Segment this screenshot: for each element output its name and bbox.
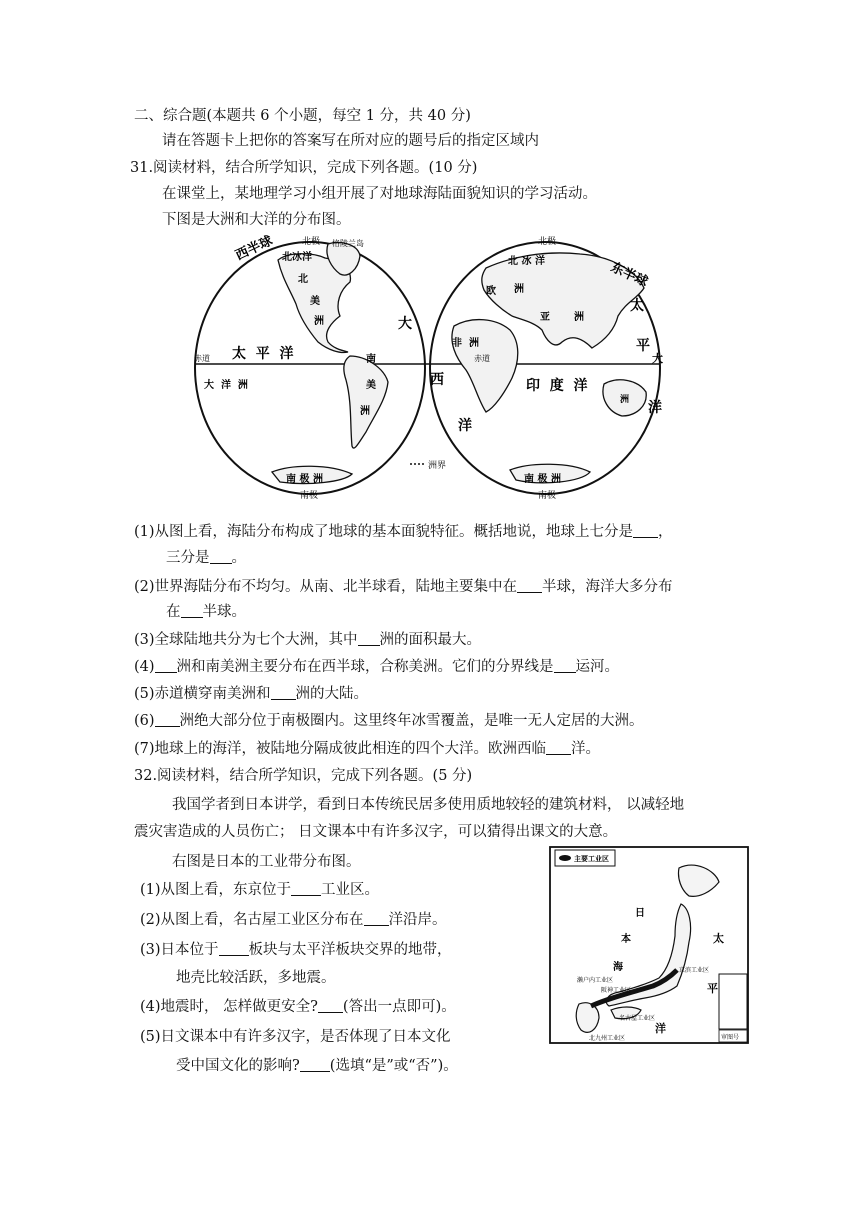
label-south-pole-east: 南极 (538, 491, 557, 501)
label-arctic-ocean-east: 北 冰 洋 (508, 256, 545, 267)
label-south-america-mei: 美 (366, 380, 376, 391)
label-atlantic-yang: 洋 (458, 418, 472, 434)
q32-item-5-cont: 受中国文化的影响? (选填“是”或“否”)。 (176, 1058, 458, 1074)
q31-item-2: (2)世界海陆分布不均匀。从南、北半球看，陆地主要集中在 半球，海洋大多分布 (134, 579, 673, 595)
legend-industry-swatch (559, 855, 571, 861)
section-heading: 二、综合题(本题共 6 个小题，每空 1 分，共 40 分) (134, 108, 471, 124)
answer-blank-2-1[interactable] (517, 578, 542, 593)
label-east-pacific-tai: 太 (630, 298, 644, 314)
answer-blank-4-2[interactable] (554, 658, 576, 673)
label-north-pole-west: 北极 (302, 237, 321, 247)
label-ping: 平 (707, 982, 718, 995)
label-asia-zhou: 洲 (574, 312, 584, 323)
label-europe-zhou: 洲 (514, 284, 524, 295)
q31-item-1-cont: 三分是 。 (166, 550, 246, 566)
q31-item-4: (4) 洲和南美洲主要分布在西半球，合称美洲。它们的分界线是 运河。 (134, 659, 620, 675)
label-antarctica-east: 南 极 洲 (524, 474, 561, 485)
label-ben: 本 (621, 934, 631, 945)
label-oceania-west: 大 洋 洲 (204, 380, 248, 391)
answer-blank-32-4[interactable] (318, 998, 343, 1013)
label-keihin: 京滨工业区 (679, 967, 710, 974)
label-kitakyushu: 北九州工业区 (589, 1035, 626, 1042)
q31-item-2-cont: 在 半球。 (166, 604, 246, 620)
label-equator-east: 赤道 (474, 354, 490, 363)
q31-item-5: (5)赤道横穿南美洲和 洲的大陆。 (134, 686, 369, 702)
label-tai: 太 (713, 932, 724, 945)
label-hanshin: 阪神工业区 (601, 987, 632, 994)
label-east-pacific-da: 大 (652, 352, 663, 365)
q32-item-3: (3)日本位于 板块与太平洋板块交界的地带， (140, 942, 452, 958)
q32-intro: 右图是日本的工业带分布图。 (172, 854, 361, 870)
label-oceania-zhou: 洲 (620, 395, 630, 405)
q31-item-1: (1)从图上看，海陆分布构成了地球的基本面貌特征。概括地说，地球上七分是 ， (134, 524, 673, 540)
label-north-america-bei: 北 (298, 274, 308, 285)
answer-blank-4-1[interactable] (155, 658, 177, 673)
q32-para-1: 我国学者到日本讲学，看到日本传统民居多使用质地较轻的建筑材料， 以减轻地 (172, 797, 685, 813)
kyushu-shape (576, 1003, 599, 1033)
q31-title: 31.阅读材料，结合所学知识，完成下列各题。(10 分) (130, 160, 478, 176)
label-nagoya: 名古屋工业区 (619, 1015, 656, 1022)
label-legend-boundary: 洲界 (428, 461, 447, 471)
label-europe-ou: 欧 (486, 286, 496, 297)
q32-item-5: (5)日文课本中有许多汉字，是否体现了日本文化 (140, 1029, 451, 1045)
q31-item-3: (3)全球陆地共分为七个大洲，其中 洲的面积最大。 (134, 632, 482, 648)
label-antarctica-west: 南 极 洲 (286, 474, 323, 485)
answer-blank-1-1[interactable] (633, 523, 658, 538)
label-west-hemisphere: 西半球 (233, 233, 276, 264)
label-east-hemisphere: 东半球 (608, 260, 651, 291)
africa-shape (452, 320, 518, 412)
world-map (190, 230, 670, 505)
q31-intro-1: 在课堂上，某地理学习小组开展了对地球海陆面貌知识的学习活动。 (162, 186, 597, 202)
q31-item-7: (7)地球上的海洋，被陆地分隔成彼此相连的四个大洋。欧洲西临 洋。 (134, 741, 601, 757)
answer-blank-32-5[interactable] (300, 1057, 330, 1072)
q32-item-2: (2)从图上看，名古屋工业区分布在 洋沿岸。 (140, 912, 447, 928)
label-north-america-zhou: 洲 (314, 316, 324, 327)
label-atlantic-xi: 西 (430, 372, 444, 388)
answer-blank-5[interactable] (271, 685, 296, 700)
answer-blank-1-2[interactable] (210, 549, 232, 564)
answer-blank-6[interactable] (155, 712, 180, 727)
answer-blank-7[interactable] (546, 740, 571, 755)
japan-map-stamp: 审图号 (721, 1034, 740, 1041)
label-pacific-da: 大 (398, 316, 412, 332)
q32-item-3-cont: 地壳比较活跃，多地震。 (176, 970, 336, 986)
answer-blank-32-3[interactable] (219, 941, 249, 956)
label-africa: 非 洲 (452, 338, 479, 349)
label-indian-ocean: 印 度 洋 (526, 378, 588, 394)
south-america-shape (344, 356, 388, 448)
q32-item-4: (4)地震时， 怎样做更安全? (答出一点即可)。 (140, 999, 456, 1015)
label-pacific-row: 太 平 洋 (232, 346, 294, 362)
label-east-pacific-ping: 平 (636, 338, 650, 354)
label-equator-west: 赤道 (194, 354, 210, 363)
label-north-america-mei: 美 (310, 296, 320, 307)
label-asia-ya: 亚 (540, 312, 550, 323)
japan-industry-map (549, 846, 749, 1044)
q32-item-1: (1)从图上看，东京位于 工业区。 (140, 882, 380, 898)
label-south-pole-west: 南极 (300, 491, 319, 501)
label-setouchi: 濑户内工业区 (577, 977, 614, 984)
answer-blank-32-2[interactable] (364, 911, 389, 926)
label-ri: 日 (635, 908, 645, 919)
answer-blank-2-2[interactable] (181, 603, 203, 618)
label-yang: 洋 (655, 1022, 666, 1035)
q32-title: 32.阅读材料，结合所学知识，完成下列各题。(5 分) (134, 768, 473, 784)
label-south-america-zhou: 洲 (360, 406, 370, 417)
label-south-nan: 南 (366, 354, 376, 365)
q32-para-2: 震灾害造成的人员伤亡； 日文课本中有许多汉字，可以猜得出课文的大意。 (134, 824, 618, 840)
japan-legend-label: 主要工业区 (574, 855, 609, 863)
section-instruction: 请在答题卡上把你的答案写在所对应的题号后的指定区域内 (162, 133, 539, 149)
q31-item-6: (6) 洲绝大部分位于南极圈内。这里终年冰雪覆盖，是唯一无人定居的大洲。 (134, 713, 644, 729)
q31-intro-2: 下图是大洲和大洋的分布图。 (162, 212, 351, 228)
answer-blank-32-1[interactable] (291, 881, 321, 896)
label-arctic-ocean-west: 北冰洋 (282, 252, 312, 263)
label-greenland: 格陵兰岛 (332, 239, 364, 248)
answer-blank-3[interactable] (358, 631, 380, 646)
label-east-pacific-yang: 洋 (648, 400, 662, 416)
label-north-pole-east: 北极 (538, 237, 557, 247)
label-hai: 海 (613, 962, 623, 973)
